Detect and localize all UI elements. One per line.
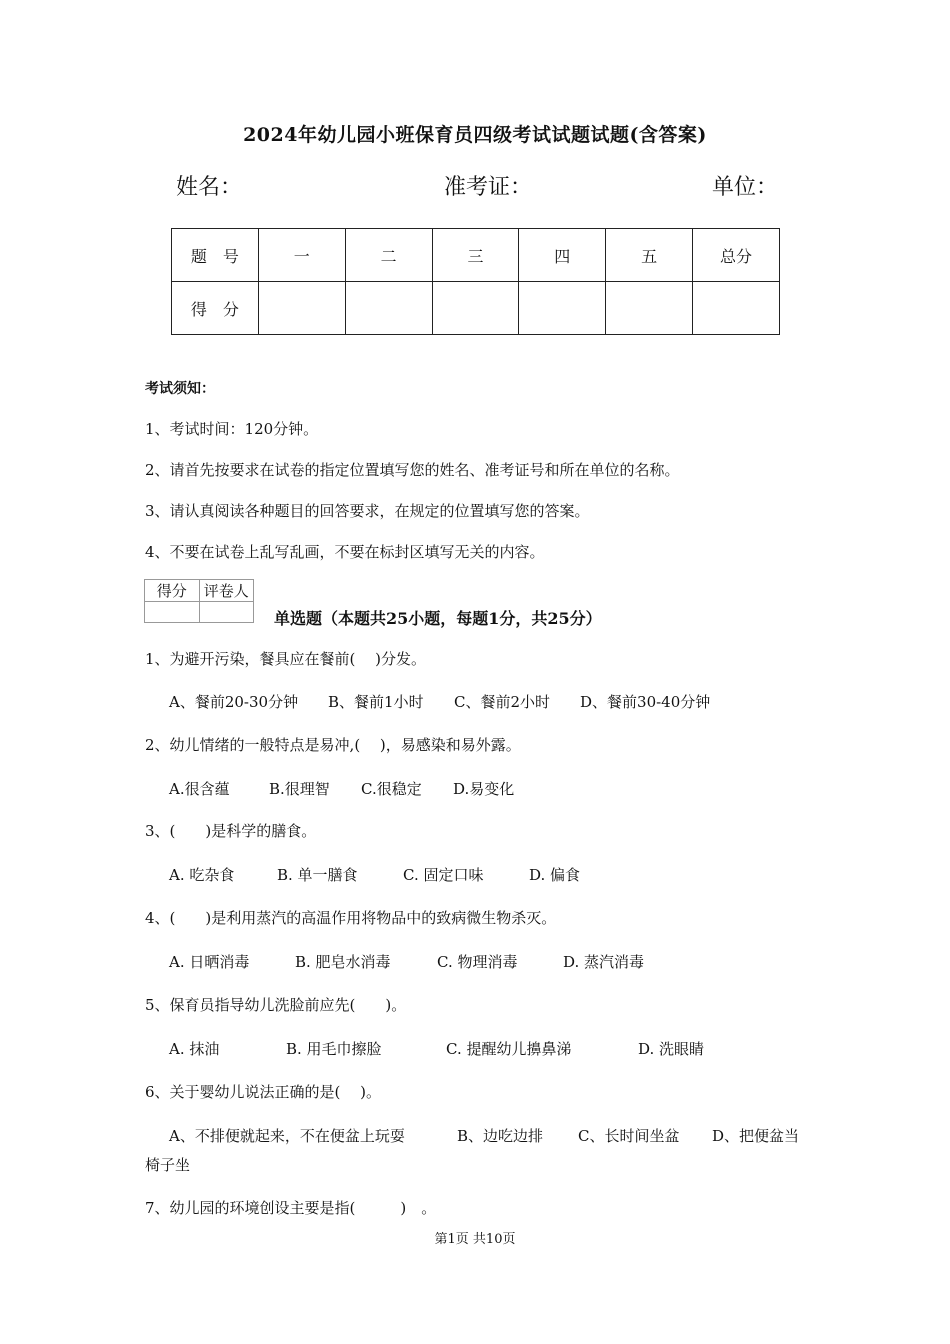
option: B. 用毛巾擦脸: [286, 1040, 382, 1058]
option: B、边吃边排: [457, 1127, 544, 1145]
score-header-1: 一: [258, 229, 345, 282]
grader-score-label: 得分: [145, 580, 200, 602]
option: C. 物理消毒: [437, 953, 518, 971]
score-table: [171, 228, 780, 335]
section-title: 单选题（本题共25小题，每题1分，共25分）: [274, 609, 602, 628]
question-stem: 2、幼儿情绪的一般特点是易冲,( )，易感染和易外露。: [145, 736, 521, 754]
option: C、餐前2小时: [454, 693, 551, 711]
option: A、不排便就起来，不在便盆上玩耍: [169, 1127, 405, 1145]
score-cell: [693, 282, 780, 335]
notice-item: 4、不要在试卷上乱写乱画，不要在标封区填写无关的内容。: [145, 543, 545, 561]
grader-box: [144, 579, 254, 623]
option: C、长时间坐盆: [578, 1127, 680, 1145]
name-label: 姓名：: [176, 175, 243, 200]
exam-number-label: 准考证：: [444, 175, 533, 200]
option: D、餐前30-40分钟: [580, 693, 711, 711]
score-header-total: 总分: [693, 229, 780, 282]
unit-label: 单位：: [712, 175, 779, 200]
option: B. 肥皂水消毒: [295, 953, 391, 971]
option: B、餐前1小时: [328, 693, 424, 711]
page-title: 2024年幼儿园小班保育员四级考试试题试题(含答案): [243, 124, 707, 146]
option: A、餐前20-30分钟: [169, 693, 299, 711]
score-cell: [345, 282, 432, 335]
option: D. 偏食: [529, 866, 581, 884]
score-header-3: 三: [432, 229, 519, 282]
score-cell: [606, 282, 693, 335]
grader-reviewer-label: 评卷人: [199, 580, 254, 602]
option: B. 单一膳食: [277, 866, 358, 884]
option: D.易变化: [453, 780, 515, 798]
score-table-score-row: [172, 282, 780, 335]
option: C. 提醒幼儿擤鼻涕: [446, 1040, 572, 1058]
option: A. 吃杂食: [169, 866, 235, 884]
notice-item: 3、请认真阅读各种题目的回答要求，在规定的位置填写您的答案。: [145, 502, 590, 520]
question-stem: 6、关于婴幼儿说法正确的是( )。: [145, 1083, 382, 1101]
question-stem: 3、( )是科学的膳食。: [145, 822, 317, 840]
score-table-header-row: [172, 229, 780, 282]
score-cell: [258, 282, 345, 335]
option: D. 蒸汽消毒: [563, 953, 645, 971]
option: C. 固定口味: [403, 866, 484, 884]
score-cell: [519, 282, 606, 335]
score-row-label: 得 分: [172, 282, 259, 335]
notice-title: 考试须知：: [145, 381, 215, 397]
option: B.很理智: [269, 780, 330, 798]
score-header-4: 四: [519, 229, 606, 282]
question-stem: 5、保育员指导幼儿洗脸前应先( )。: [145, 996, 407, 1014]
grader-score-cell: [145, 602, 200, 623]
option: D. 洗眼睛: [638, 1040, 705, 1058]
score-header-label: 题 号: [172, 229, 259, 282]
score-header-5: 五: [606, 229, 693, 282]
option: A. 日晒消毒: [169, 953, 250, 971]
score-header-2: 二: [345, 229, 432, 282]
option: A.很含蕴: [169, 780, 230, 798]
grader-reviewer-cell: [199, 602, 254, 623]
notice-item: 1、考试时间：120分钟。: [145, 420, 319, 438]
option-wrap: 椅子坐: [145, 1156, 191, 1174]
page-footer: 第1页 共10页: [434, 1232, 516, 1247]
question-stem: 4、( )是利用蒸汽的高温作用将物品中的致病微生物杀灭。: [145, 909, 557, 927]
option: D、把便盆当: [712, 1127, 800, 1145]
option: C.很稳定: [361, 780, 422, 798]
question-stem: 7、幼儿园的环境创设主要是指( ) 。: [145, 1199, 437, 1217]
notice-item: 2、请首先按要求在试卷的指定位置填写您的姓名、准考证号和所在单位的名称。: [145, 461, 680, 479]
score-cell: [432, 282, 519, 335]
question-stem: 1、为避开污染，餐具应在餐前( )分发。: [145, 650, 427, 668]
option: A. 抹油: [169, 1040, 220, 1058]
